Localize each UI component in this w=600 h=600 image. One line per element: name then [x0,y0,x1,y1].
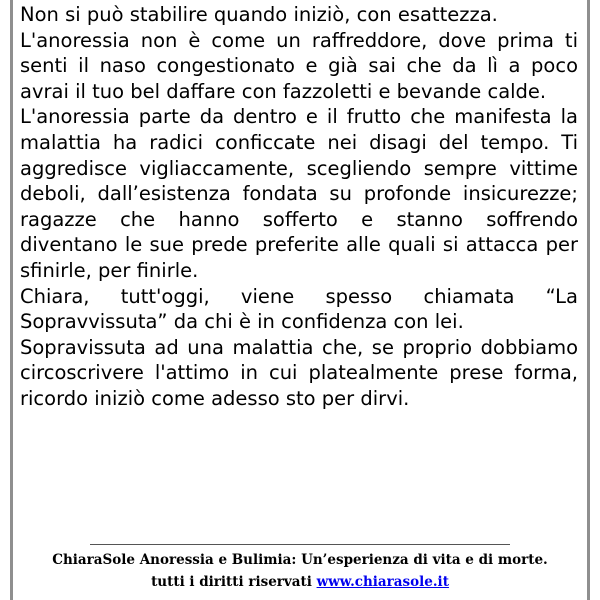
footer-rights-line [0,574,600,590]
footer-rights-text: tutti i diritti riservati [151,574,312,590]
paragraph-1: Non si può stabilire quando iniziò, con esattezza. [20,3,498,26]
footer-title: ChiaraSole Anoressia e Bulimia: Un’esperienza di vita e di morte. [52,552,548,568]
paragraph-3: L'anoressia parte da dentro e il frutto che manifesta la malattia ha radici conficcate nei disagi del tempo. Ti aggredisce vigliaccamente, scegliendo sempre vittime deboli, dall’esistenza fondata su profonde insicurezze; ragazze che hanno sofferto e stanno soffrendo diventano le sue prede preferite alle quali si attacca per sfinirle, per finirle. [20,105,578,282]
paragraph-4: Chiara, tutt'oggi, viene spesso chiamata “La Sopravvissuta” da chi è in confidenza con lei. [20,284,578,334]
page-left-border [10,0,13,600]
website-link[interactable]: www.chiarasole.it [316,574,449,590]
footer-divider [90,544,510,545]
paragraph-2: L'anoressia non è come un raffreddore, dove prima ti senti il naso congestionato e già sai che da lì a poco avrai il tuo bel daffare con fazzoletti e bevande calde. [20,28,578,103]
paragraph-5: Sopravissuta ad una malattia che, se proprio dobbiamo circoscrivere l'attimo in cui platealmente prese forma, ricordo iniziò come adesso sto per dirvi. [20,335,578,410]
page-right-border [587,0,590,600]
body-text [20,2,578,412]
